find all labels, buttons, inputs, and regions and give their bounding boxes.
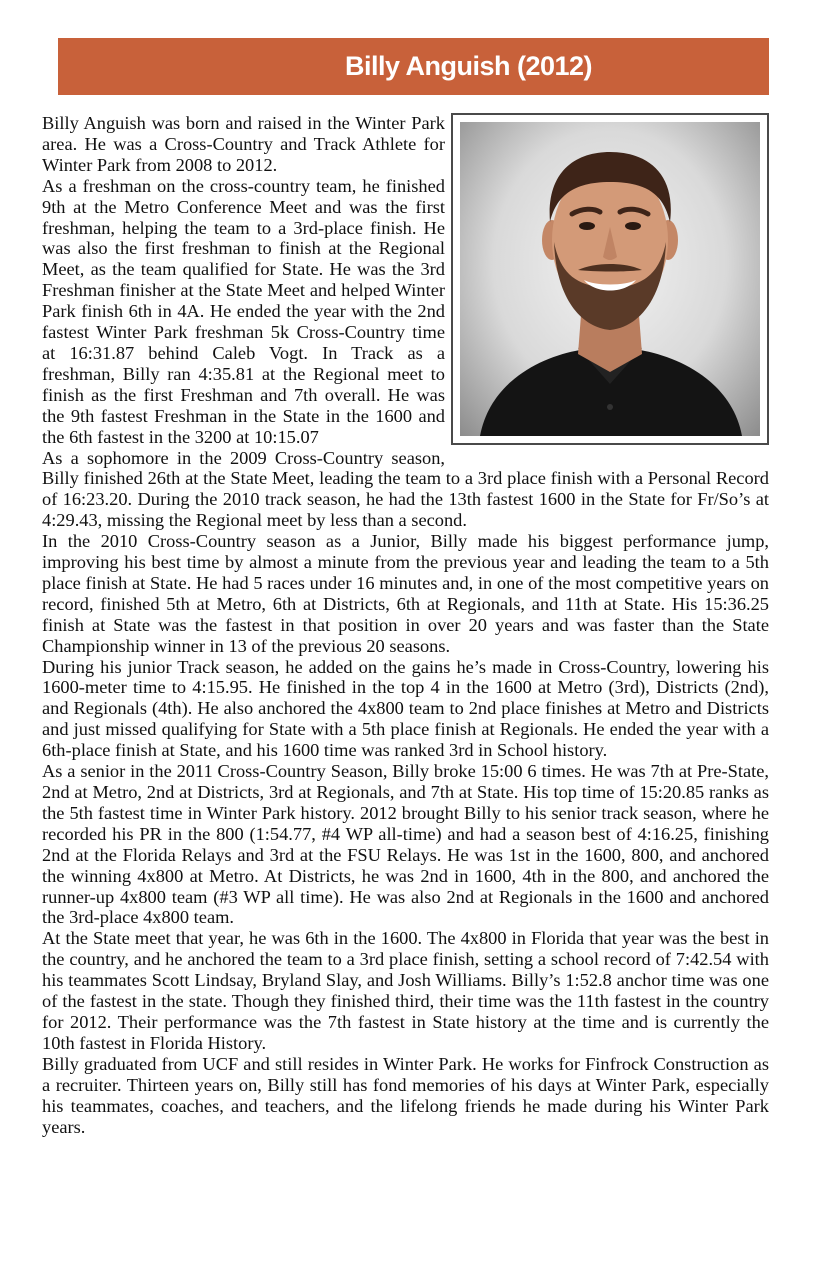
title-banner <box>58 38 769 95</box>
portrait-frame <box>451 113 769 445</box>
portrait-icon <box>460 122 760 436</box>
paragraph-freshman: As a freshman on the cross-country team, he finished 9th at the Metro Conference Meet and was the first freshman, helping the team to a 3rd-place finish. He was also the first freshman to finish at the Regional Meet, as the team qualified for State. He was the 3rd Freshman finisher at the State Meet and helped Winter Park finish 6th in 4A. He ended the year with the 2nd fastest Winter Park freshman 5k Cross-Country time at 16:31.87 behind Caleb Vogt. In Track as a freshman, Billy ran 4:35.81 at the Regional meet to finish as the first Freshman and 7th overall. He was the 9th fastest Freshman in the State in the 1600 and the 6th fastest in the 3200 at 10:15.07 <box>42 175 445 447</box>
paragraph-junior-xc: In the 2010 Cross-Country season as a Junior, Billy made his biggest performance jump, improving his best time by almost a minute from the previous year and leading the team to a 5th place finish at State. He had 5 races under 16 minutes and, in one of the most competitive years on record, finished 5th at Metro, 6th at Districts, 6th at Regionals, and 11th at State. His 15:36.25 finish at State was the fastest in that position in over 20 years and was faster than the State Championship winner in 13 of the previous 20 seasons. <box>42 531 769 656</box>
paragraph-senior: As a senior in the 2011 Cross-Country Season, Billy broke 15:00 6 times. He was 7th at Pre-State, 2nd at Metro, 2nd at Districts, 3rd at Regionals, and 7th at State. His top time of 15:20.85 ranks as the 5th fastest time in Winter Park history. 2012 brought Billy to his senior track season, where he recorded his PR in the 800 (1:54.77, #4 WP all-time) and had a season best of 4:16.25, finishing 2nd at the Florida Relays and 3rd at the FSU Relays. He was 1st in the 1600, 800, and anchored the winning 4x800 at Metro. At Districts, he was 2nd in 1600, 4th in the 800, and anchored the runner-up 4x800 team (#3 WP all time). He was also 2nd at Regionals in the 1600 and anchored the 3rd-place 4x800 team. <box>42 761 769 928</box>
page-title: Billy Anguish (2012) <box>344 51 593 81</box>
paragraph-intro: Billy Anguish was born and raised in the Winter Park area. He was a Cross-Country and Track Athlete for Winter Park from 2008 to 2012. <box>42 113 445 175</box>
paragraph-junior-track: During his junior Track season, he added on the gains he’s made in Cross-Country, lowering his 1600-meter time to 4:15.95. He finished in the top 4 in the 1600 at Metro (3rd), Districts (2nd), and Regionals (4th). He also anchored the 4x800 team to 2nd place finishes at Metro and Districts and just missed qualifying for State with a 5th place finish at Regionals. He ended the year with a 6th-place finish at State, and his 1600 time was ranked 3rd in School history. <box>42 656 769 761</box>
biography-body <box>42 113 769 1137</box>
paragraph-after: Billy graduated from UCF and still resides in Winter Park. He works for Finfrock Construction as a recruiter. Thirteen years on, Billy still has fond memories of his days at Winter Park, especially his teammates, coaches, and teachers, and the lifelong friends he made during his Winter Park years. <box>42 1053 769 1137</box>
portrait-photo <box>460 122 760 436</box>
paragraph-sophomore: As a sophomore in the 2009 Cross-Country season, Billy finished 26th at the State Meet, leading the team to a 3rd place finish with a Personal Record of 16:23.20. During the 2010 track season, he had the 13th fastest 1600 in the State for Fr/So’s at 4:29.43, missing the Regional meet by less than a second. <box>42 447 769 531</box>
paragraph-state-meet: At the State meet that year, he was 6th in the 1600. The 4x800 in Florida that year was the best in the country, and he anchored the team to a 3rd place finish, setting a school record of 7:42.54 with his teammates Scott Lindsay, Bryland Slay, and Josh Williams. Billy’s 1:52.8 anchor time was one of the fastest in the state. Though they finished third, their time was the 11th fastest in the country for 2012. Their performance was the 7th fastest in State history at the time and is currently the 10th fastest in Florida History. <box>42 928 769 1053</box>
